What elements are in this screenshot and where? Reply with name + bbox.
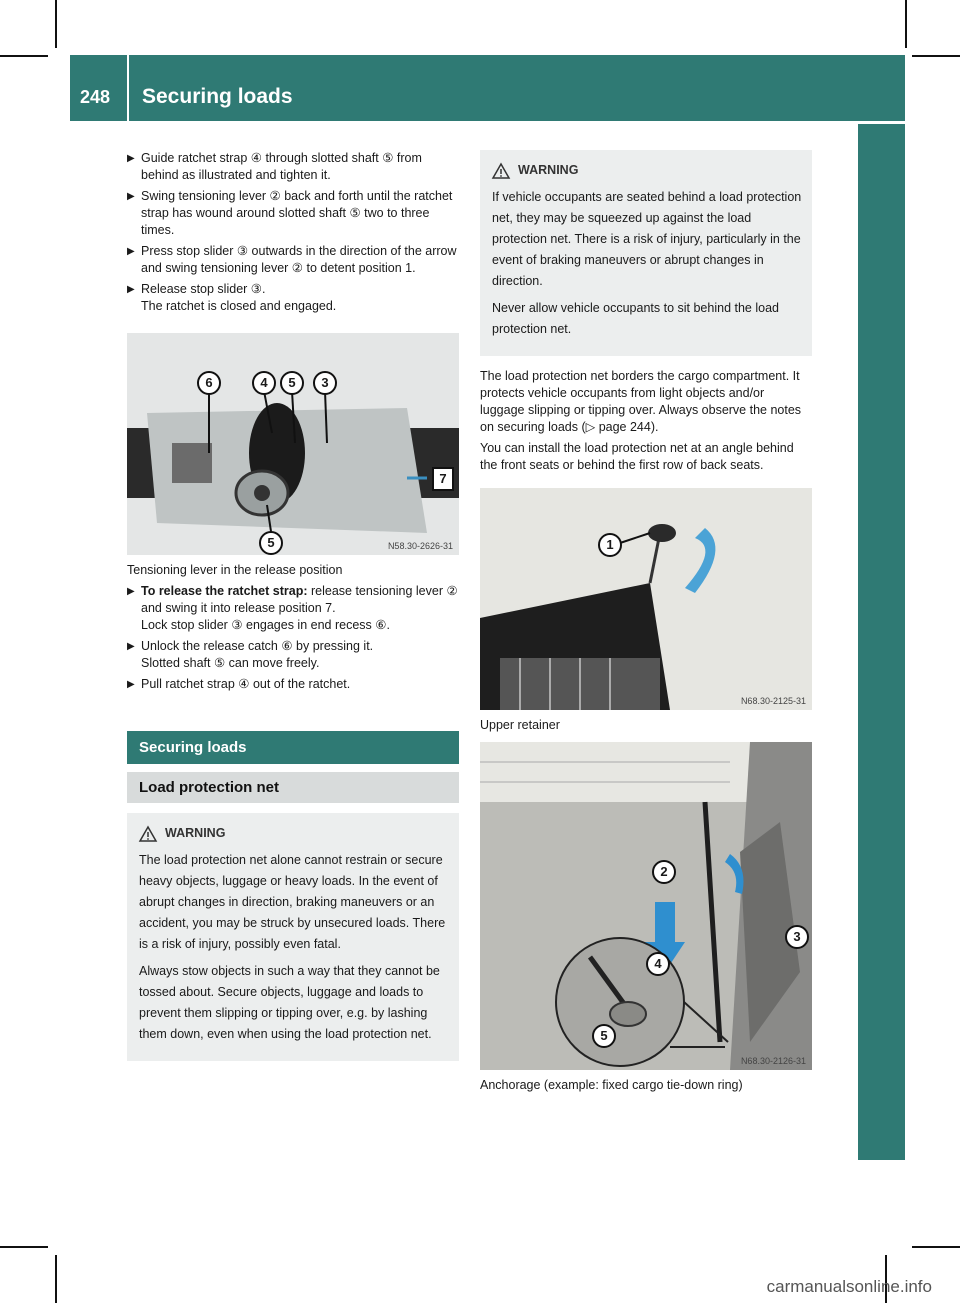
step-arrow-icon: ▶ [127,246,135,257]
callout-1: 1 [598,533,622,557]
chapter-side-tab [858,124,966,1160]
callout-3: 3 [313,371,337,395]
instruction-step [127,150,459,184]
callout-7: 7 [432,467,454,491]
watermark: carmanualsonline.info [766,1277,932,1296]
step-text: Pull ratchet strap ④ out of the ratchet. [141,677,351,691]
upper-retainer-photo [480,488,812,710]
warning-header [492,160,802,181]
callout-3: 3 [785,925,809,949]
anchorage-photo [480,742,812,1070]
crop-mark [55,0,57,48]
step-arrow-icon: ▶ [127,153,135,164]
callout-5: 5 [280,371,304,395]
image-code: N68.30-2125-31 [740,696,806,706]
step-arrow-icon: ▶ [127,284,135,295]
crop-mark [55,1255,57,1303]
warning-box [480,150,812,356]
anchorage-illustration [480,742,812,1070]
callout-2: 2 [652,860,676,884]
step-result: The ratchet is closed and engaged. [141,299,337,313]
page-header [70,55,905,121]
ratchet-photo [127,333,459,555]
callout-4: 4 [646,952,670,976]
instruction-step [127,188,459,239]
subsection-heading: Load protection net [127,772,459,803]
warning-text: Never allow vehicle occupants to sit behind the load protection net. [492,301,779,336]
right-column [480,150,812,1098]
step-arrow-icon: ▶ [127,191,135,202]
ratchet-illustration [127,333,459,555]
step-text: Swing tensioning lever ② back and forth until the ratchet strap has wound around slotted shaft ⑤ two to three times. [141,189,453,237]
page-title: Securing loads [142,85,293,108]
page-number: 248 [80,87,111,107]
step-result: Slotted shaft ⑤ can move freely. [141,656,320,670]
step-text: Release stop slider ③. [141,282,266,296]
step-heading: To release the ratchet strap: [141,584,308,598]
crop-mark [0,1246,48,1248]
crop-mark [0,55,48,57]
callout-5: 5 [259,531,283,555]
warning-label: WARNING [518,163,579,177]
step-result: Lock stop slider ③ engages in end recess ⑥. [141,618,390,632]
warning-triangle-icon [492,163,510,179]
warning-box [127,813,459,1061]
figure-caption: Tensioning lever in the release position [127,563,343,577]
warning-text: Always stow objects in such a way that they cannot be tossed about. Secure objects, luggage and loads to prevent them slipping or tipping over, e.g. by lashing them down, even when using the load protection net. [139,964,440,1041]
body-paragraph: The load protection net borders the cargo compartment. It protects vehicle occupants from light objects and/or luggage slipping or tipping over. Always observe the notes on securing loads (▷ page 244). [480,369,802,434]
left-column [127,150,459,1061]
warning-text: If vehicle occupants are seated behind a load protection net, they may be squeezed up against the load protection net. There is a risk of injury, particularly in the event of braking maneuvers or abrupt changes in direction. [492,190,802,288]
step-text: Guide ratchet strap ④ through slotted shaft ⑤ from behind as illustrated and tighten it. [141,151,422,182]
warning-triangle-icon [139,826,157,842]
instruction-step [127,243,459,277]
crop-mark [905,0,907,48]
header-divider [127,55,129,121]
section-heading: Securing loads [127,731,459,764]
callout-5: 5 [592,1024,616,1048]
warning-header [139,823,449,844]
image-code: N58.30-2626-31 [387,541,453,551]
step-text: release tensioning lever ② and swing it into release position 7. [141,584,458,615]
instruction-step [127,638,459,672]
instruction-step [127,583,459,634]
crop-mark [912,1246,960,1248]
instruction-step [127,676,459,693]
step-text: Press stop slider ③ outwards in the direction of the arrow and swing tensioning lever ② to detent position 1. [141,244,457,275]
callout-4: 4 [252,371,276,395]
upper-retainer-illustration [480,488,812,710]
instruction-step [127,281,459,315]
step-arrow-icon: ▶ [127,586,135,597]
warning-label: WARNING [165,826,226,840]
step-text: Unlock the release catch ⑥ by pressing it. [141,639,374,653]
body-paragraph: You can install the load protection net at an angle behind the front seats or behind the first row of back seats. [480,441,794,472]
figure-caption: Anchorage (example: fixed cargo tie-down ring) [480,1078,743,1092]
chapter-label: Transporting loads [944,423,966,604]
crop-mark [912,55,960,57]
step-arrow-icon: ▶ [127,641,135,652]
figure-caption: Upper retainer [480,718,560,732]
warning-text: The load protection net alone cannot restrain or secure heavy objects, luggage or heavy loads. In the event of abrupt changes in direction, braking maneuvers or an accident, you may be struck by unsecured loads. There is a risk of injury, possibly even fatal. [139,853,446,951]
step-arrow-icon: ▶ [127,679,135,690]
callout-6: 6 [197,371,221,395]
image-code: N68.30-2126-31 [740,1056,806,1066]
